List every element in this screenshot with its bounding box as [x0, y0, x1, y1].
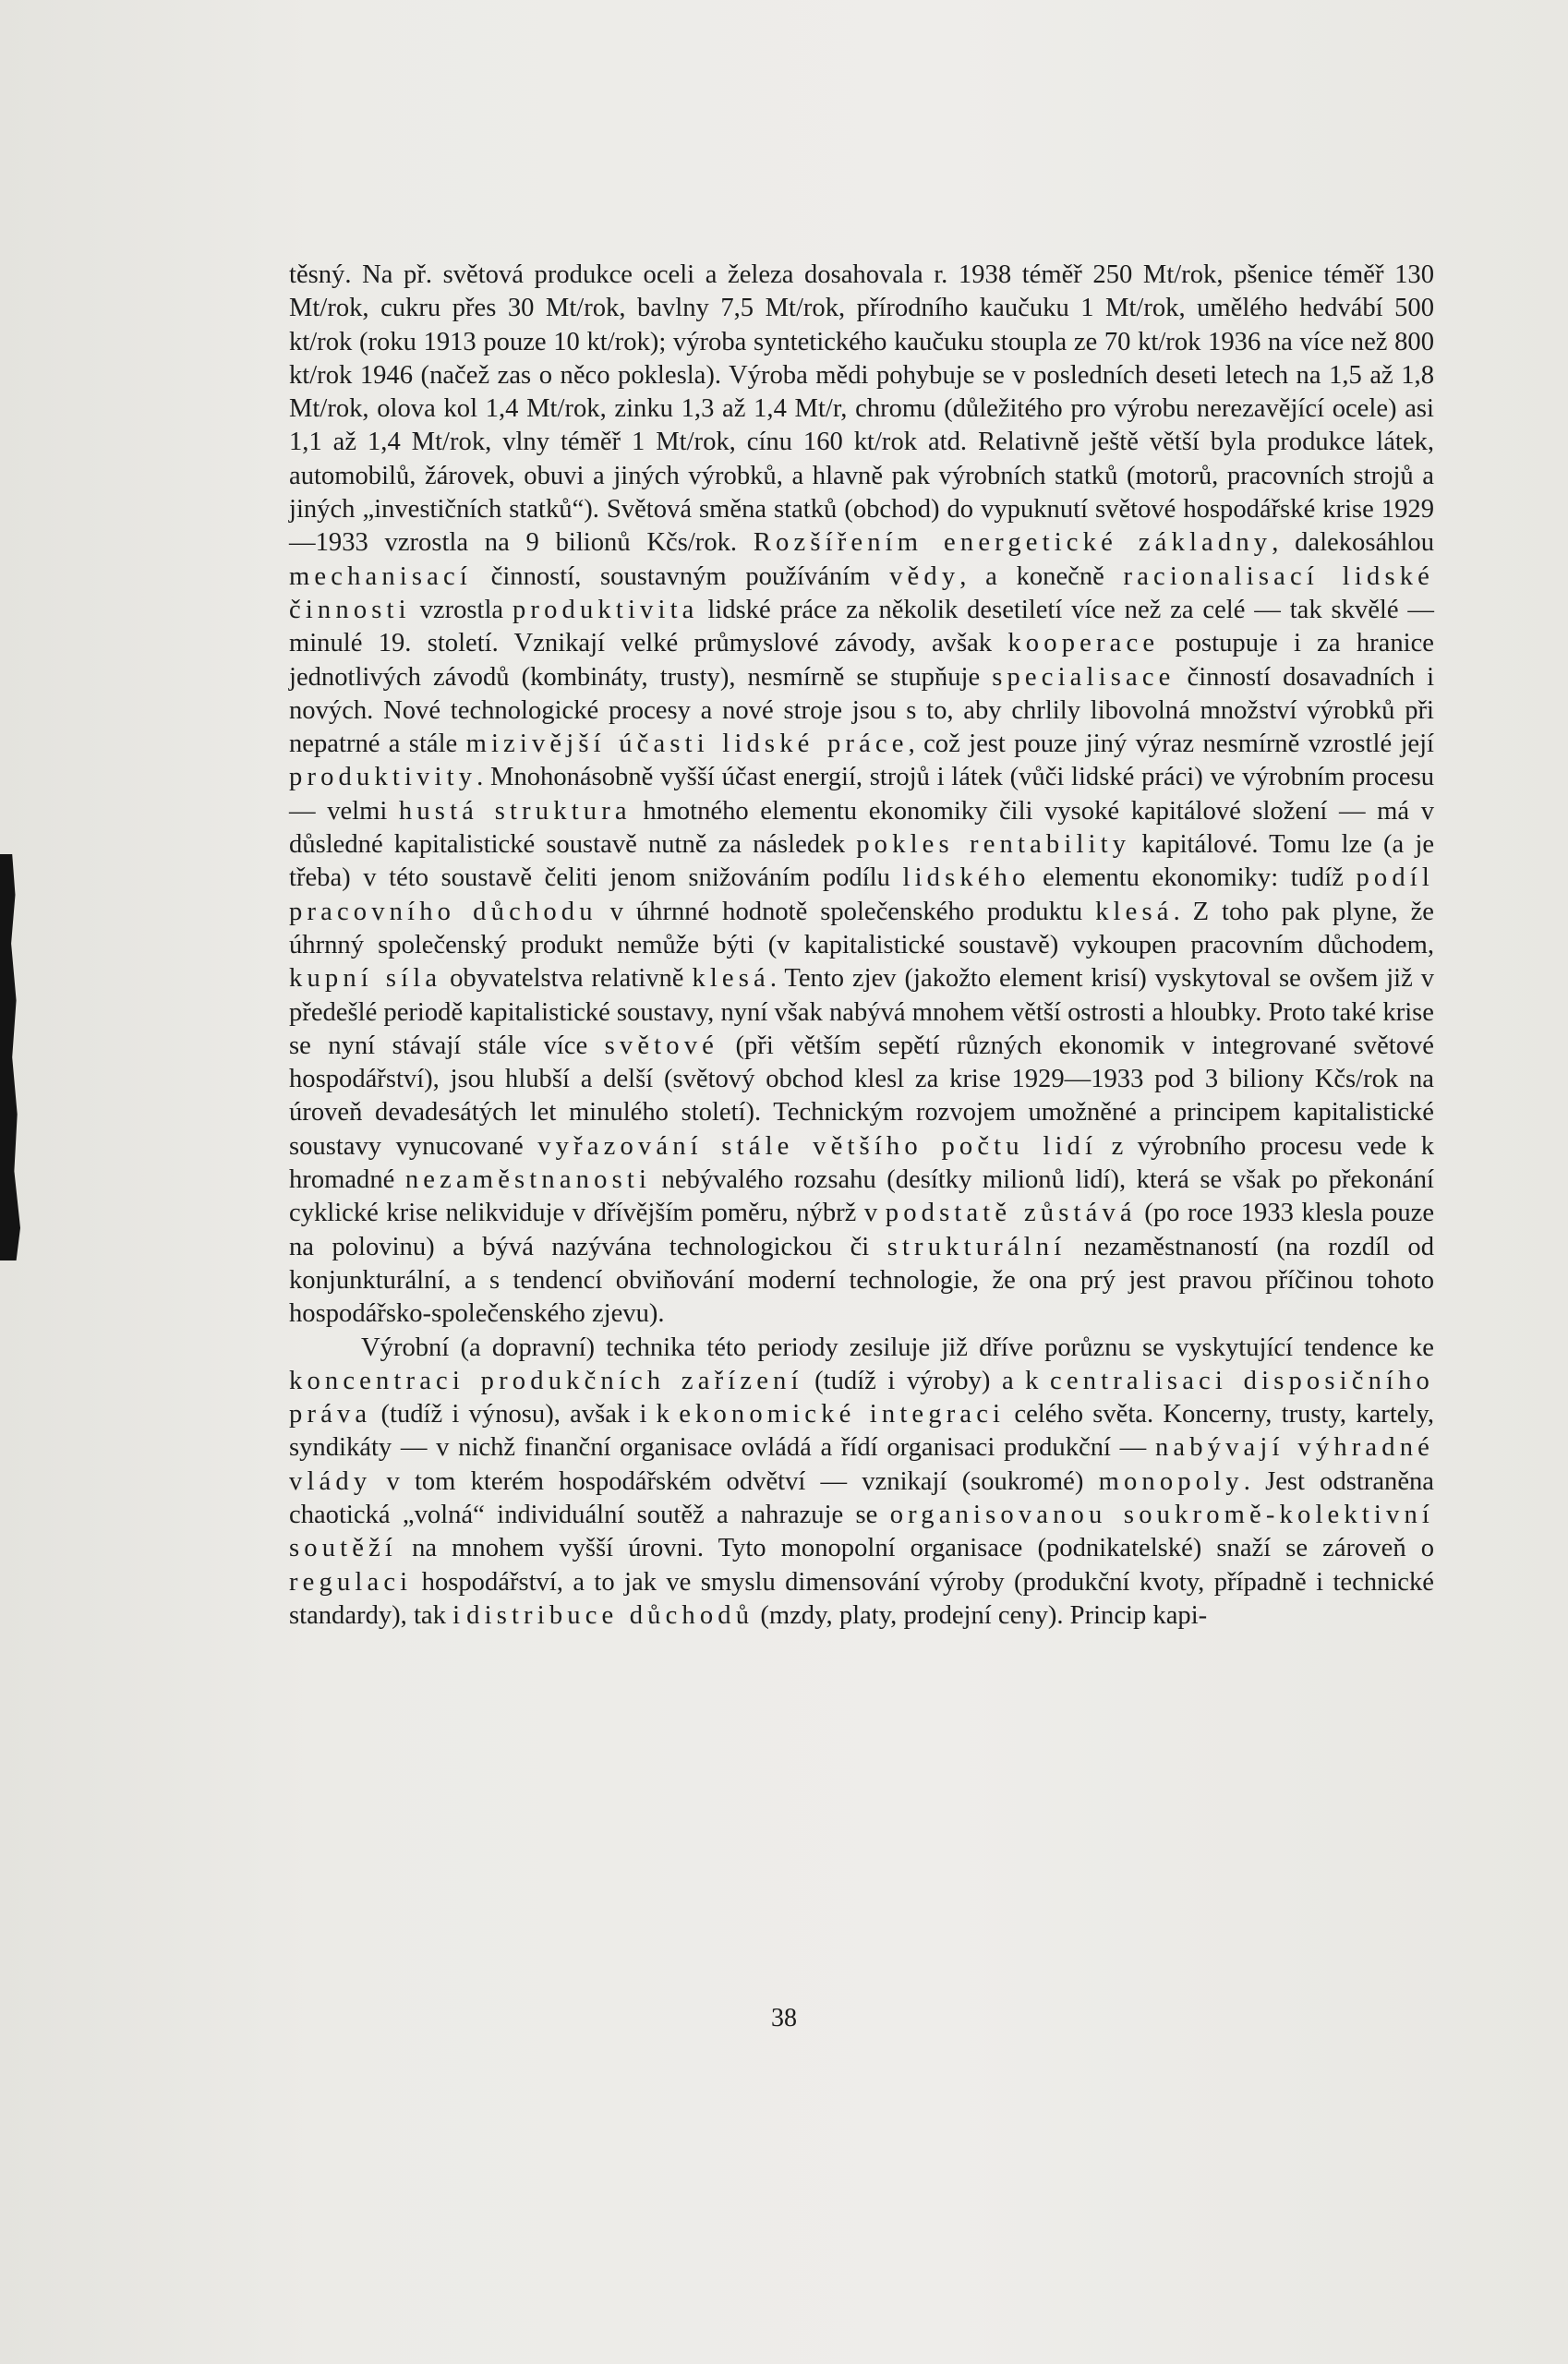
emphasis-text: kooperace: [1007, 629, 1160, 658]
emphasis-text: podstatě zůstává: [885, 1199, 1137, 1228]
paragraph-1: [289, 259, 1434, 1332]
emphasis-text: mizivější účasti lidské práce: [465, 730, 909, 759]
emphasis-text: kupní síla: [289, 964, 442, 994]
emphasis-text: organisovanou soukromě-kolektivní soutěží: [289, 1500, 1434, 1563]
emphasis-text: lidského: [902, 863, 1031, 893]
text-run: celého světa. Koncerny, trusty, kartely, syndikáty — v nichž finanční organisace ovládá a řídí organisaci produkční —: [289, 1400, 1434, 1463]
emphasis-text: nezaměstnanosti: [404, 1165, 652, 1195]
text-run: . Mnohonásobně vyšší účast energií, strojů i látek (vůči lidské práci) ve výrobním procesu — velmi: [289, 763, 1434, 826]
text-run: , a konečně: [959, 561, 1124, 591]
emphasis-text: racionalisací lidské činnosti: [289, 561, 1434, 624]
emphasis-text: distribuce důchodů: [466, 1600, 754, 1630]
emphasis-text: strukturální: [887, 1232, 1067, 1261]
text-run: postupuje i za hranice jednotlivých závodů (kombináty, trusty), nesmírně se stupňuje: [289, 629, 1434, 692]
text-run: v tom kterém hospodářském odvětví — vznikají (soukromé): [371, 1466, 1099, 1496]
text-run: , což jest pouze jiný výraz nesmírně vzrostlé její: [908, 730, 1435, 759]
emphasis-text: vyřazování stále většího počtu lidí: [537, 1131, 1098, 1161]
text-run: (tudíž i výroby) a k: [802, 1366, 1051, 1395]
emphasis-text: ekonomické integraci: [679, 1400, 1006, 1429]
emphasis-text: hustá struktura: [398, 796, 632, 826]
text-run: (po roce 1933 klesla pouze na polovinu) a bývá nazývána technologickou či: [289, 1199, 1435, 1261]
text-run: (tudíž i výnosu), avšak i k: [371, 1400, 680, 1429]
text-run: lidské práce za několik desetiletí více než za celé — tak skvělé — minulé 19. století. Vznikají velké průmyslové závody, avšak: [289, 595, 1434, 658]
text-run: Výrobní (a dopravní) technika této periody zesiluje již dříve porůznu se vyskytující tendence ke: [361, 1333, 1434, 1362]
text-run: v úhrnné hodnotě společenského produktu: [597, 897, 1096, 926]
emphasis-text: produktivita: [512, 595, 699, 624]
emphasis-text: produktivity: [289, 763, 477, 792]
text-run: hospodářství, a to jak ve smyslu dimensování výroby (produkční kvoty, případně i technické standardy), tak i: [289, 1567, 1434, 1630]
text-run: činností dosavadních i nových. Nové technologické procesy a nové stroje jsou s to, aby chrlily libovolná množství výrobků při nepatrné a stále: [289, 662, 1435, 759]
paragraph-2: [289, 1332, 1434, 1634]
emphasis-text: monopoly: [1098, 1466, 1244, 1496]
text-run: elementu ekonomiky: tudíž: [1030, 863, 1357, 893]
emphasis-text: podíl pracovního důchodu: [289, 863, 1434, 926]
text-run: (při větším sepětí různých ekonomik v integrované světové hospodářství), jsou hlubší a delší (světový obchod klesl za krise 1929—1933 pod 3 biliony Kčs/rok na úroveň devadesátých let minulého století). Technickým rozvojem umožněné a principem kapitalistické soustavy vynucované: [289, 1031, 1434, 1161]
text-run: obyvatelstva relativně: [441, 964, 693, 994]
emphasis-text: regulaci: [289, 1567, 413, 1597]
text-run: (mzdy, platy, prodejní ceny). Princip kapi-: [754, 1600, 1208, 1630]
emphasis-text: specialisace: [992, 662, 1176, 692]
text-run: činností, soustavným používáním: [471, 561, 890, 591]
text-run: kapitálové. Tomu lze (a je třeba) v této soustavě čeliti jenom snižováním podílu: [289, 830, 1435, 893]
text-run: na mnohem vyšší úrovni. Tyto monopolní organisace (podnikatelské) snaží se zároveň o: [397, 1534, 1434, 1563]
emphasis-text: mechanisací: [289, 561, 472, 591]
text-run: . Tento zjev (jakožto element krisí) vyskytoval se ovšem již v předešlé periodě kapitalistické soustavy, nyní však nabývá mnohem větší ostrosti a hloubky. Proto také krise se nyní stávají stále více: [289, 964, 1434, 1060]
text-run: hmotného elementu ekonomiky čili vysoké kapitálové složení — má v důsledné kapitalistické soustavě nutně za následek: [289, 796, 1434, 860]
text-run: nebývalého rozsahu (desítky milionů lidí), která se však po překonání cyklické krise nelikviduje v dřívějším poměru, nýbrž v: [289, 1165, 1434, 1228]
text-run: , dalekosáhlou: [1272, 528, 1434, 558]
emphasis-text: vědy: [889, 561, 960, 591]
emphasis-text: klesá: [692, 964, 770, 994]
text-run: . Jest odstraněna chaotická „volná“ individuální soutěž a nahrazuje se: [289, 1466, 1434, 1529]
emphasis-text: klesá: [1095, 897, 1174, 926]
text-run: . Z toho pak plyne, že úhrnný společenský produkt nemůže býti (v kapitalistické soustavě) vykoupen pracovním důchodem,: [289, 897, 1434, 959]
text-run: těsný. Na př. světová produkce oceli a železa dosahovala r. 1938 téměř 250 Mt/rok, pšenice téměř 130 Mt/rok, cukru přes 30 Mt/rok, bavlny 7,5 Mt/rok, přírodního kaučuku 1 Mt/rok, umělého hedvábí 500 kt/rok (roku 1913 pouze 10 kt/rok); výroba syntetického kaučuku stoupla ze 70 kt/rok 1936 na více než 800 kt/rok 1946 (načež zas o něco poklesla). Výroba mědi pohybuje se v posledních deseti letech na 1,5 až 1,8 Mt/rok, olova kol 1,4 Mt/rok, zinku 1,3 až 1,4 Mt/r, chromu (důležitého pro výrobu nerezavějící ocele) asi 1,1 až 1,4 Mt/rok, vlny téměř 1 Mt/rok, cínu 160 kt/rok atd. Relativně ještě větší byla produkce látek, automobilů, žárovek, obuvi a jiných výrobků, a hlavně pak výrobních statků (motorů, pracovních strojů a jiných „investičních statků“). Světová směna statků (obchod) do vypuknutí světové hospodářské krise 1929—1933 vzrostla na 9 bilionů Kčs/rok.: [289, 260, 1434, 558]
emphasis-text: pokles rentability: [856, 830, 1131, 860]
text-run: nezaměstnaností (na rozdíl od konjunkturální, a s tendencí obviňování moderní technologie, že ona prý jest pravou příčinou tohoto hospodářsko-společenského zjevu).: [289, 1232, 1434, 1329]
emphasis-text: Rozšířením energetické základny: [753, 528, 1272, 558]
emphasis-text: centralisaci disposičního práva: [289, 1366, 1434, 1429]
page-body: [289, 259, 1434, 1633]
emphasis-text: nabývají výhradné vlády: [289, 1433, 1434, 1496]
emphasis-text: světové: [604, 1031, 719, 1060]
text-run: vzrostla: [410, 595, 513, 624]
text-run: z výrobního procesu vede k hromadné: [289, 1131, 1434, 1195]
emphasis-text: koncentraci produkčních zařízení: [289, 1366, 803, 1395]
page-number: 38: [771, 2004, 797, 2032]
binding-edge: [0, 854, 20, 1260]
